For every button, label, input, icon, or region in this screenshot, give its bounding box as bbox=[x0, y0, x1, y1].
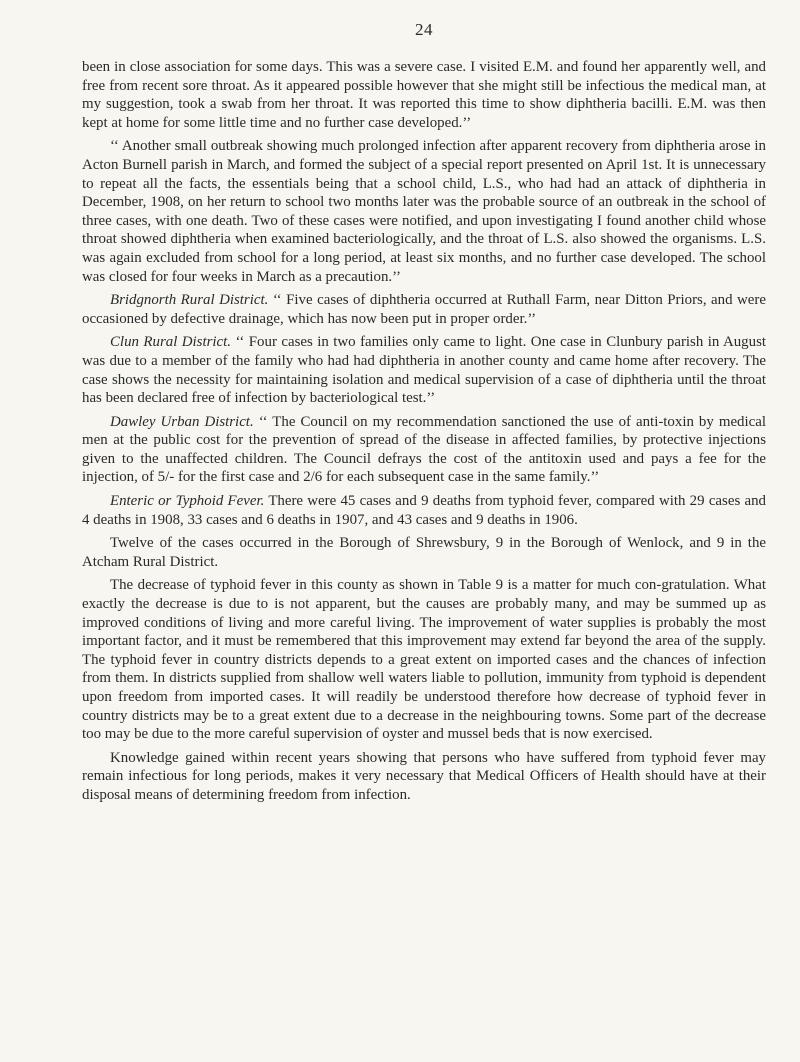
paragraph-enteric bbox=[82, 492, 766, 529]
paragraph-text: Twelve of the cases occurred in the Borough of Shrewsbury, 9 in the Borough of Wenlock, and 9 in the Atcham Rural District. bbox=[82, 535, 766, 570]
paragraph-distribution bbox=[82, 534, 766, 571]
paragraph-heading: Bridgnorth Rural District. bbox=[110, 292, 269, 309]
paragraph-bridgnorth bbox=[82, 291, 766, 328]
document-page bbox=[82, 20, 766, 810]
page-number: 24 bbox=[415, 20, 433, 39]
paragraph-text: There were 45 cases and 9 deaths from typhoid fever, compared with 29 cases and 4 deaths in 1908, 33 cases and 6 deaths in 1907, and 43 cases and 9 deaths in 1906. bbox=[82, 493, 766, 528]
paragraph-text: been in close association for some days. This was a severe case. I visited E.M. and found her apparently well, and free from recent sore throat. As it appeared possible however that she might still be infectious the medical man, at my suggestion, took a swab from her throat. It was reported this time to show diphtheria bacilli. E.M. was then kept at home for some little time and no further case developed.’’ bbox=[82, 59, 766, 131]
paragraph-acton-burnell bbox=[82, 137, 766, 286]
paragraph-decrease bbox=[82, 576, 766, 743]
paragraph-text: ‘‘ Another small outbreak showing much prolonged infection after apparent recovery from diphtheria arose in Acton Burnell parish in March, and formed the subject of a special report presented on April 1st. It is unnecessary to repeat all the facts, the essentials being that a school child, L.S., who had had an attack of diphtheria in December, 1908, on her return to school two months later was the probable source of an outbreak in the school of three cases, with one death. Two of these cases were notified, and upon investigating I found another child whose throat showed diphtheria when examined bacteriologically, and the throat of L.S. also showed the organisms. L.S. was again excluded from school for a long period, at least six months, and no further case developed. The school was closed for four weeks in March as a precaution.’’ bbox=[82, 138, 766, 285]
paragraph-heading: Dawley Urban District. bbox=[110, 413, 254, 430]
paragraph-dawley bbox=[82, 413, 766, 487]
paragraph-text: ‘‘ Four cases in two families only came to light. One case in Clunbury parish in August was due to a member of the family who had had diphtheria in another county and came home after recovery. The case shows the necessity for maintaining isolation and medical supervision of a case of diphtheria until the throat has been declared free of infection by bacteriological test.’’ bbox=[82, 334, 766, 407]
paragraph-text: ‘‘ The Council on my recommendation sanctioned the use of anti-toxin by medical men at the public cost for the prevention of spread of the disease in affected families, by protective injections given to the unaffected children. The Council defrays the cost of the antitoxin used and pays a fee for the injection, of 5/- for the first case and 2/6 for each subsequent case in the same family.’’ bbox=[82, 413, 766, 486]
paragraph-heading: Clun Rural District. bbox=[110, 334, 232, 351]
paragraph-knowledge bbox=[82, 749, 766, 805]
paragraph-clun bbox=[82, 333, 766, 407]
paragraph-text: ‘‘ Five cases of diphtheria occurred at Ruthall Farm, near Ditton Priors, and were occasioned by defective drainage, which has now been put in proper order.’’ bbox=[82, 292, 766, 327]
paragraph-text: Knowledge gained within recent years showing that persons who have suffered from typhoid fever may remain infectious for long periods, makes it very necessary that Medical Officers of Health should have at their disposal means of determining freedom from infection. bbox=[82, 749, 766, 803]
paragraph-text: The decrease of typhoid fever in this county as shown in Table 9 is a matter for much con-gratulation. What exactly the decrease is due to is not apparent, but the causes are probably many, and may be summed up as improved conditions of living and more careful living. The improvement of water supplies is probably the most important factor, and it must be remembered that this improvement may extend far beyond the area of the supply. The typhoid fever in country districts depends to a great extent on imported cases and the chances of infection from them. In districts supplied from shallow well waters liable to pollution, immunity from typhoid is dependent upon freedom from imported cases. It will readily be understood therefore how decrease of typhoid fever in country districts may be to a great extent due to a decrease in the neighbouring towns. Some part of the decrease too may be due to the more careful supervision of oyster and mussel beds that is now exercised. bbox=[82, 577, 766, 743]
paragraph-continuation bbox=[82, 58, 766, 132]
paragraph-heading: Enteric or Typhoid Fever. bbox=[110, 493, 265, 510]
